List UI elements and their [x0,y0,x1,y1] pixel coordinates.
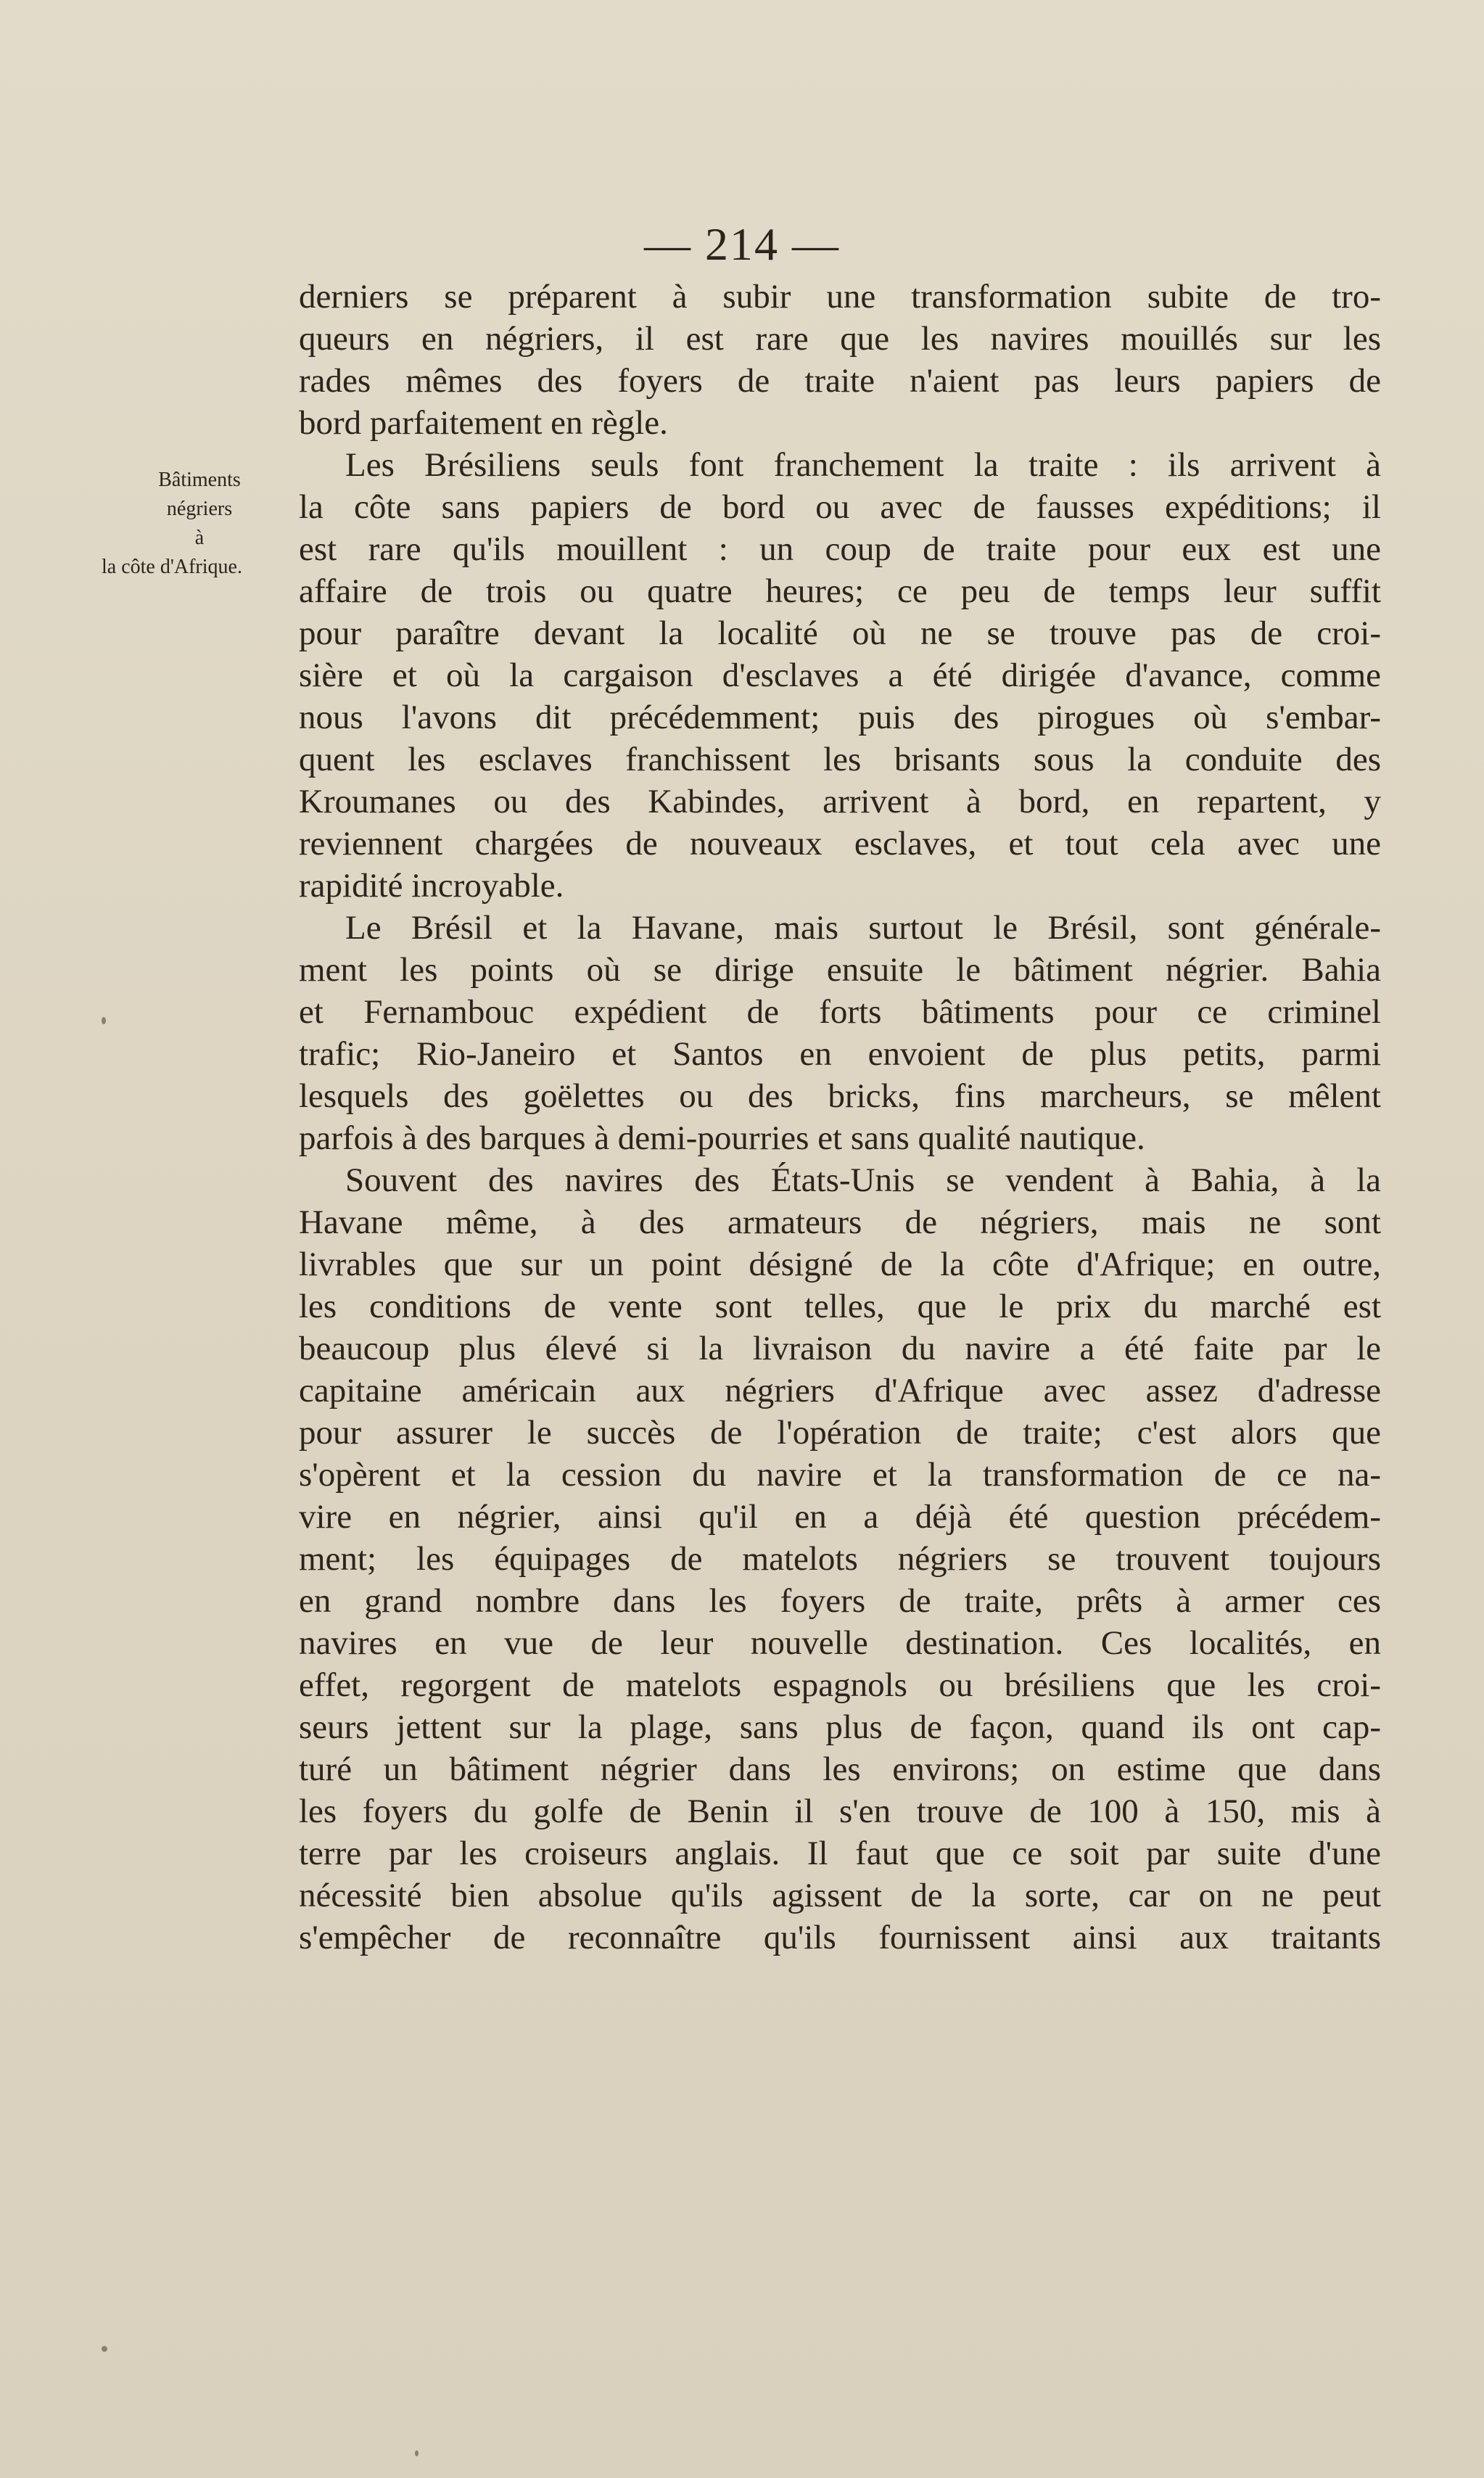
text-line: vire en négrier, ainsi qu'il en a déjà été question précédem- [299,1498,1381,1536]
text-line: nécessité bien absolue qu'ils agissent de la sorte, car on ne peut [299,1877,1381,1914]
text-line: queurs en négriers, il est rare que les navires mouillés sur les [299,320,1381,358]
text-line: capitaine américain aux négriers d'Afrique avec assez d'adresse [299,1372,1381,1409]
text-line: s'empêcher de reconnaître qu'ils fournissent ainsi aux traitants [299,1919,1381,1956]
text-line: Kroumanes ou des Kabindes, arrivent à bord, en repartent, y [299,783,1381,820]
text-line: Souvent des navires des États-Unis se vendent à Bahia, à la [345,1161,1381,1199]
margin-note [102,466,290,582]
text-line: en grand nombre dans les foyers de traite, prêts à armer ces [299,1582,1381,1620]
margin-note-line: à [194,527,205,549]
text-line: Le Brésil et la Havane, mais surtout le Brésil, sont générale- [345,909,1381,947]
text-line: Les Brésiliens seuls font franchement la traite : ils arrivent à [345,446,1381,484]
text-line: rapidité incroyable. [299,867,564,905]
text-line: quent les esclaves franchissent les brisants sous la conduite des [299,741,1381,778]
text-line: effet, regorgent de matelots espagnols ou brésiliens que les croi- [299,1666,1381,1704]
text-line: pour assurer le succès de l'opération de traite; c'est alors que [299,1414,1381,1452]
text-line: la côte sans papiers de bord ou avec de fausses expéditions; il [299,488,1381,526]
text-line: s'opèrent et la cession du navire et la transformation de ce na- [299,1456,1381,1494]
text-line: nous l'avons dit précédemment; puis des pirogues où s'embar- [299,699,1381,736]
text-line: rades mêmes des foyers de traite n'aient pas leurs papiers de [299,362,1381,400]
text-line: beaucoup plus élevé si la livraison du navire a été faite par le [299,1330,1381,1367]
text-line: turé un bâtiment négrier dans les environs; on estime que dans [299,1750,1381,1788]
text-line: les conditions de vente sont telles, que le prix du marché est [299,1288,1381,1325]
text-line: parfois à des barques à demi-pourries et sans qualité nautique. [299,1119,1145,1157]
text-line: sière et où la cargaison d'esclaves a été dirigée d'avance, comme [299,656,1381,694]
paper-speck [415,2450,419,2456]
text-line: reviennent chargées de nouveaux esclaves, et tout cela avec une [299,825,1381,863]
margin-note-line: la côte d'Afrique. [102,556,242,578]
page-number: — 214 — [644,218,840,270]
text-line: seurs jettent sur la plage, sans plus de façon, quand ils ont cap- [299,1708,1381,1746]
text-line: pour paraître devant la localité où ne se trouve pas de croi- [299,614,1381,652]
text-line: derniers se préparent à subir une transformation subite de tro- [299,278,1381,316]
text-line: ment les points où se dirige ensuite le bâtiment négrier. Bahia [299,951,1381,989]
text-line: et Fernambouc expédient de forts bâtiments pour ce criminel [299,993,1381,1031]
text-line: lesquels des goëlettes ou des bricks, fins marcheurs, se mêlent [299,1077,1381,1115]
text-line: ment; les équipages de matelots négriers se trouvent toujours [299,1540,1381,1578]
body-text [299,276,1381,1959]
text-line: affaire de trois ou quatre heures; ce peu de temps leur suffit [299,572,1381,610]
margin-note-line: négriers [166,498,233,520]
paper-speck [102,1017,106,1024]
text-line: livrables que sur un point désigné de la côte d'Afrique; en outre, [299,1246,1381,1283]
text-line: est rare qu'ils mouillent : un coup de traite pour eux est une [299,530,1381,568]
margin-note-line: Bâtiments [158,469,241,491]
text-line: navires en vue de leur nouvelle destination. Ces localités, en [299,1624,1381,1662]
text-line: bord parfaitement en règle. [299,404,668,442]
text-line: trafic; Rio-Janeiro et Santos en envoient de plus petits, parmi [299,1035,1381,1073]
text-line: les foyers du golfe de Benin il s'en trouve de 100 à 150, mis à [299,1792,1381,1830]
text-line: terre par les croiseurs anglais. Il faut que ce soit par suite d'une [299,1835,1381,1872]
text-line: Havane même, à des armateurs de négriers, mais ne sont [299,1203,1381,1241]
paper-speck [102,2346,107,2352]
